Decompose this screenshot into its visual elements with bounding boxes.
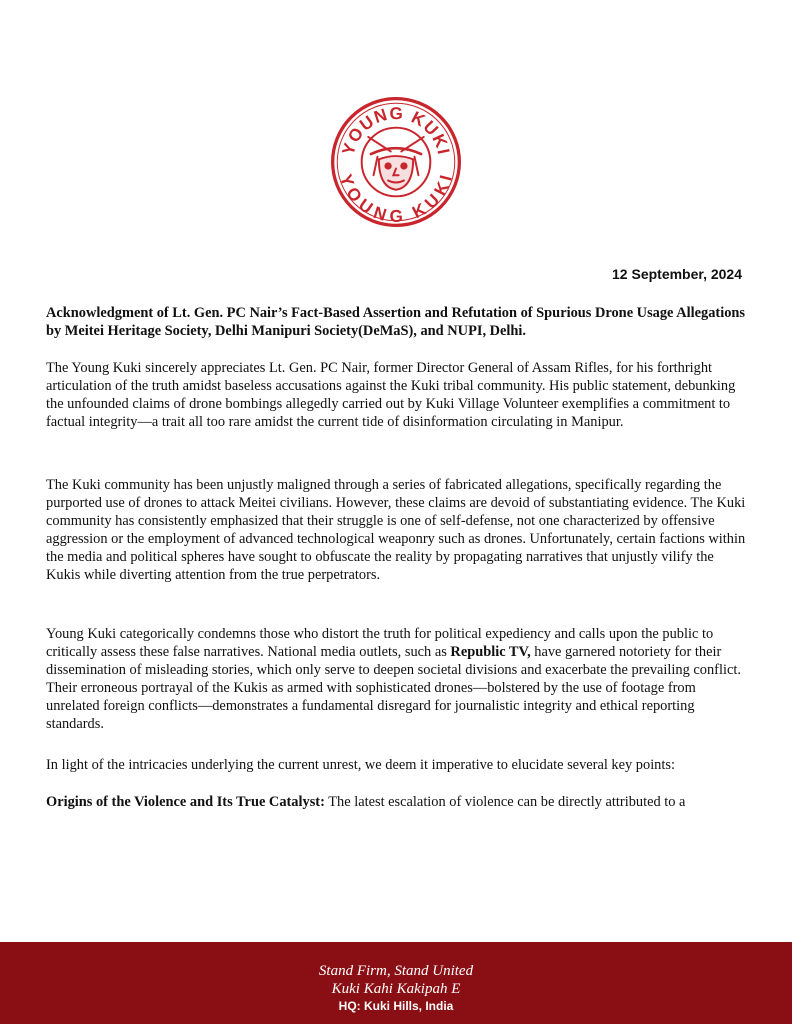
paragraph-1: The Young Kuki sincerely appreciates Lt. Gen. PC Nair, former Director General of Assam Rifles, for his forthright articulation of the truth amidst baseless accusations against the Kuki tribal community. His public statement, debunking the unfounded claims of drone bombings allegedly carried out by Kuki Village Volunteer exemplifies a commitment to factual integrity—a trait all too rare amidst the current tide of disinformation circulating in Manipur.	[46, 360, 736, 430]
document-date: 12 September, 2024	[612, 266, 742, 282]
paragraph-3-bold: Republic TV,	[450, 644, 531, 660]
tribal-mask-icon	[368, 137, 423, 190]
footer-banner	[0, 942, 792, 1024]
young-kuki-logo	[330, 96, 462, 228]
footer-hq: HQ: Kuki Hills, India	[338, 999, 454, 1013]
paragraph-4: In light of the intricacies underlying the current unrest, we deem it imperative to elucidate several key points:	[46, 757, 675, 773]
document-title: Acknowledgment of Lt. Gen. PC Nair’s Fact-Based Assertion and Refutation of Spurious Drone Usage Allegations by Meitei Heritage Society, Delhi Manipuri Society(DeMaS), and NUPI, Delhi.	[46, 305, 746, 339]
paragraph-5-text: The latest escalation of violence can be directly attributed to a	[324, 794, 686, 810]
paragraph-5-heading: Origins of the Violence and Its True Catalyst:	[46, 794, 325, 810]
paragraph-2: The Kuki community has been unjustly maligned through a series of fabricated allegations, specifically regarding the purported use of drones to attack Meitei civilians. However, these claims are devoid of substantiating evidence. The Kuki community has consistently emphasized that their struggle is one of self-defense, not one characterized by offensive aggression or the employment of advanced technological weaponry such as drones. Unfortunately, certain factions within the media and political spheres have sought to obfuscate the reality by propagating narratives that unjustly vilify the Kukis while diverting attention from the true perpetrators.	[46, 477, 746, 583]
logo-text-top: YOUNG KUKI	[337, 102, 455, 158]
paragraph-5	[46, 793, 746, 811]
footer-motto-1: Stand Firm, Stand United	[318, 963, 474, 979]
paragraph-3-part-b: have garnered notoriety for their dissemination of misleading stories, which only serve to deepen societal divisions and exacerbate the prevailing conflict. Their erroneous portrayal of the Kukis as armed with sophisticated drones—bolstered by the use of footage from unrelated foreign conflicts—demonstrates a fundamental disregard for journalistic integrity and ethical reporting standards.	[46, 644, 741, 732]
paragraph-3	[46, 625, 746, 733]
logo-text-bottom: YOUNG KUKI	[336, 171, 456, 226]
paragraph-3-part-a: Young Kuki categorically condemns those who distort the truth for political expediency and calls upon the public to critically assess these false narratives. National media outlets, such as	[46, 626, 714, 660]
footer-motto-2: Kuki Kahi Kakipah E	[331, 981, 461, 997]
